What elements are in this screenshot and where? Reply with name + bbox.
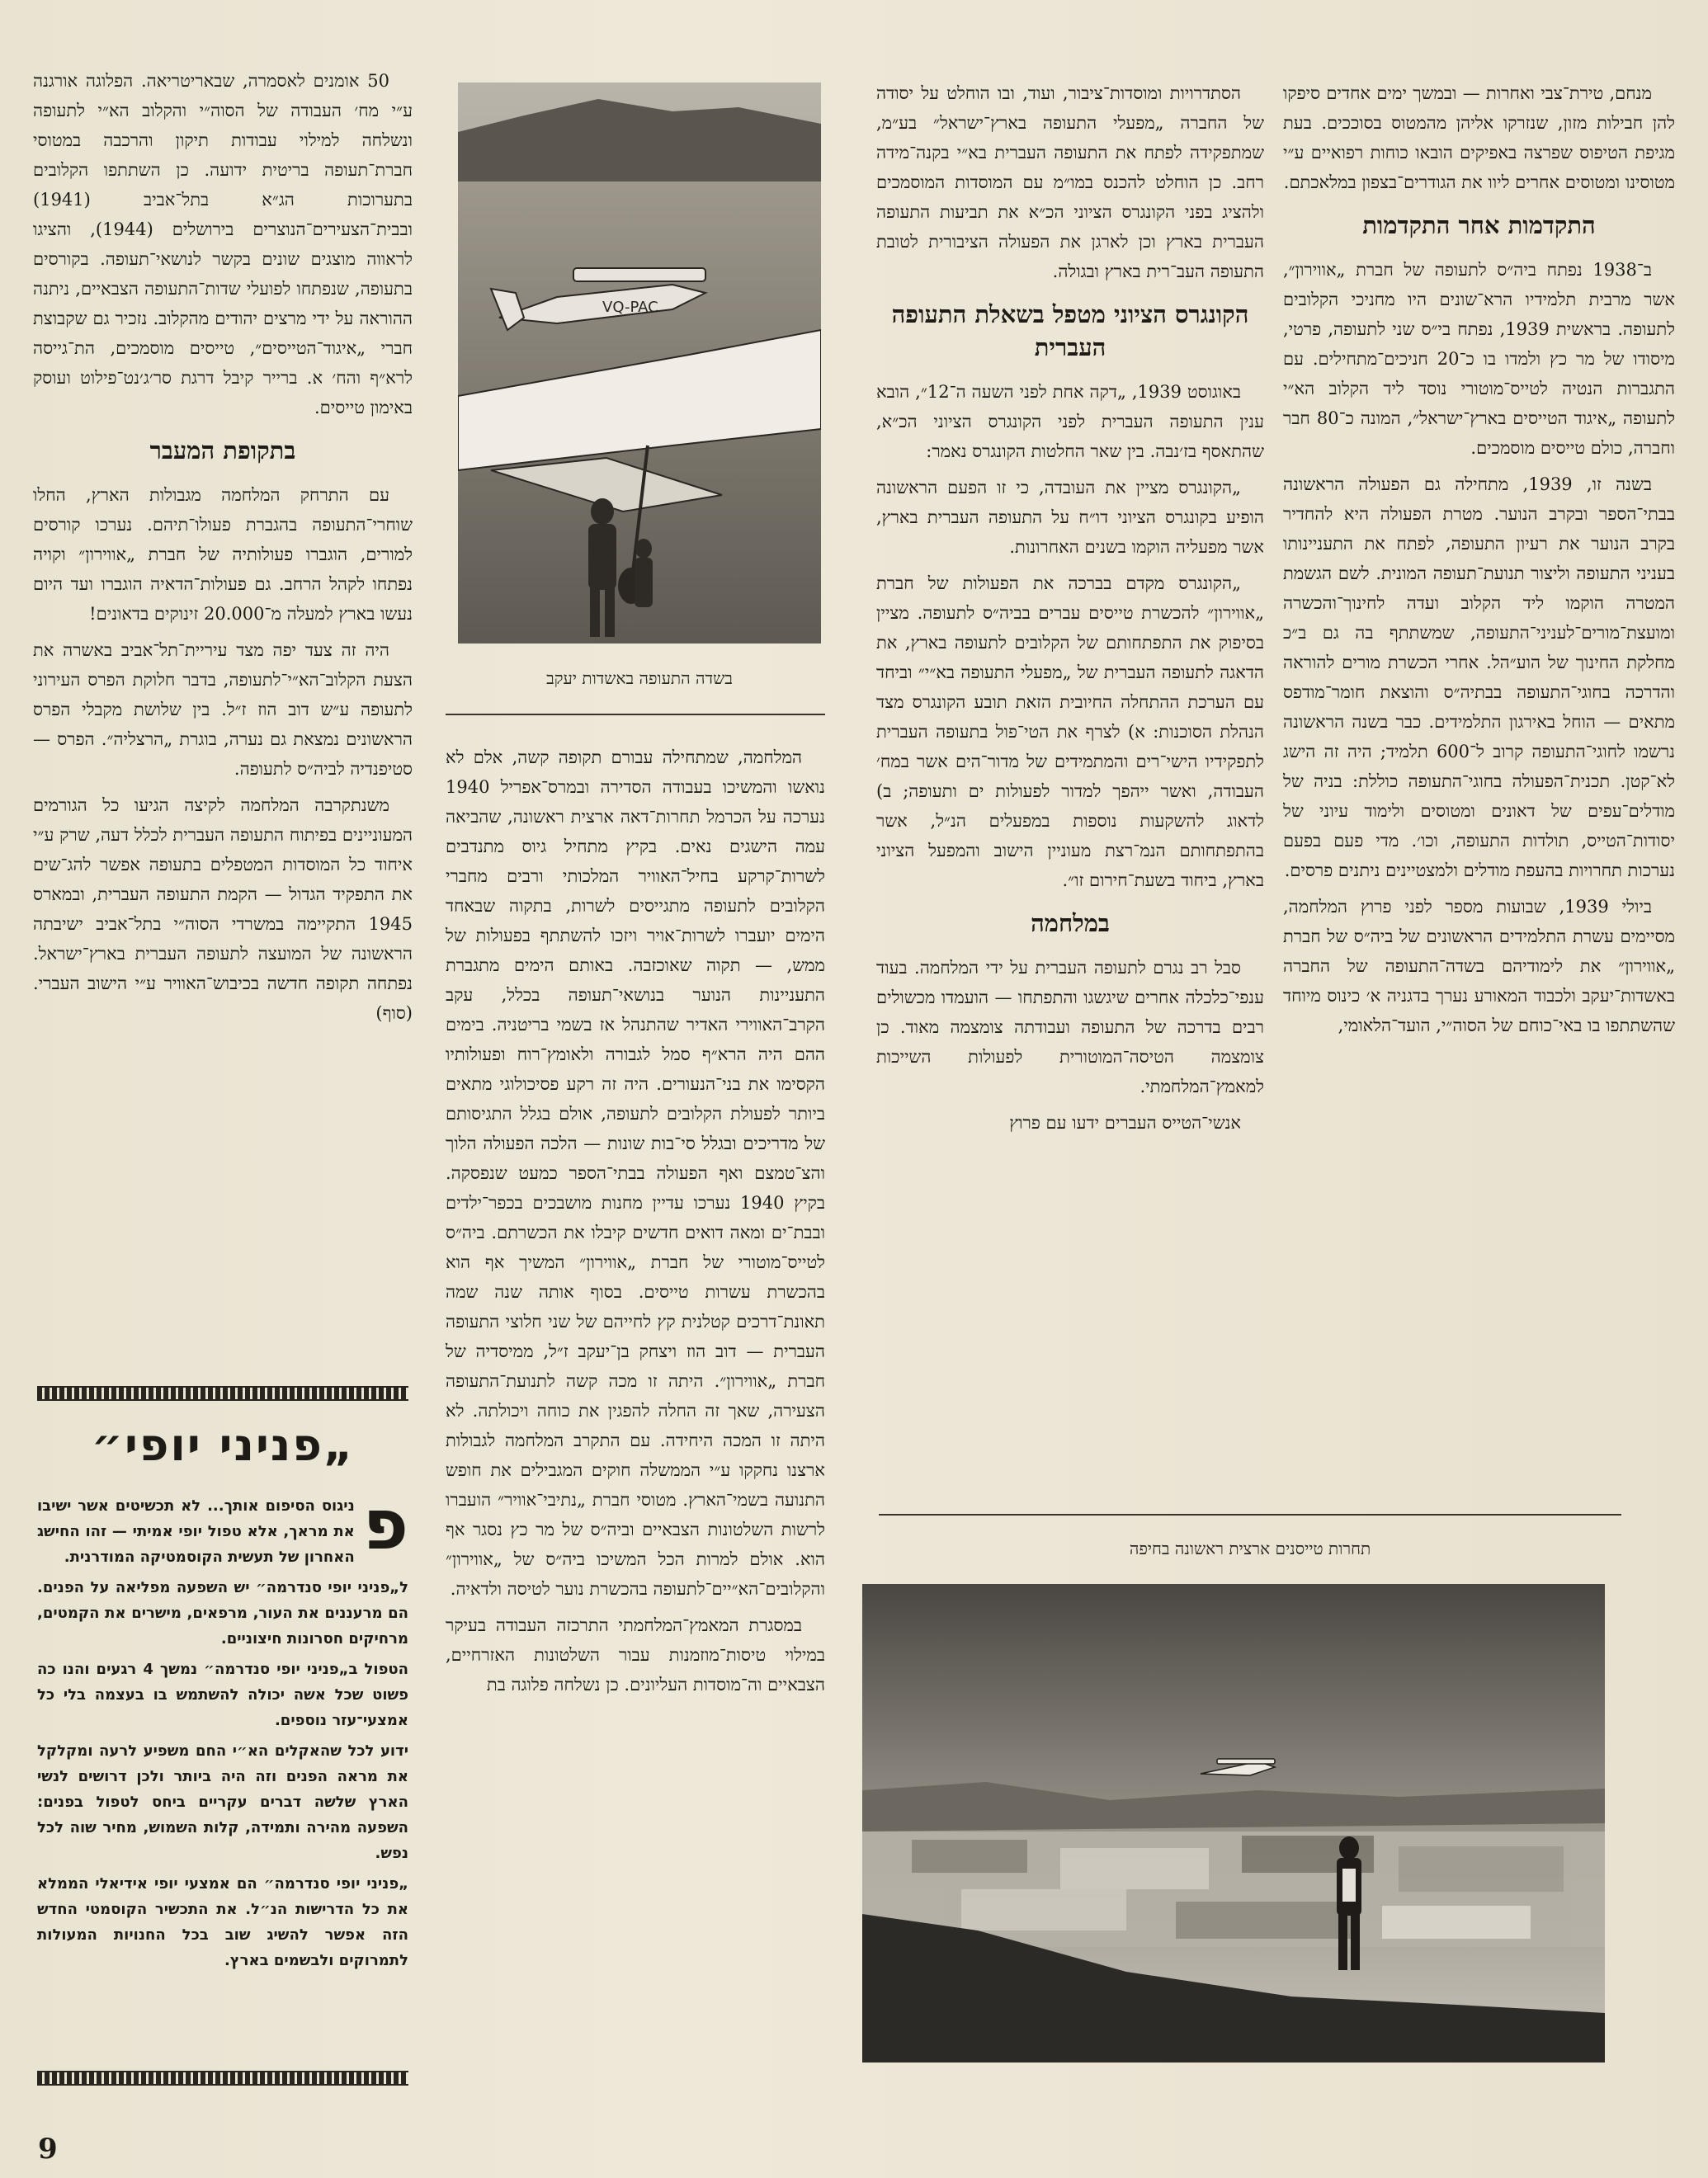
- ad-border-bottom: [37, 2071, 408, 2086]
- section-heading: התקדמות אחר התקדמות: [1362, 211, 1596, 239]
- ad-border-top: [37, 1386, 408, 1401]
- article-column-right: [1283, 78, 1675, 1176]
- paragraph: מנחם, טירת־צבי ואחרות — ובמשך ימים אחדים סיפקו להן חבילות מזון, שנזרקו אליהן מהמטוס בסוככים. בעת מגיפת הטיפוס שפרצה באפיקים הובאו כוחות רפואיים ע״י מטוסינו ומטוסים אחרים ליוו את הגודרים־בצפון במלאכתם.: [1283, 83, 1675, 192]
- ad-paragraph: ל„פניני יופי סנדרמה״ יש השפעה מפליאה על הפנים. הם מרעננים את העור, מרפאים, מישרים את הקמטים, מרחיקים חסרונות חיצוניים.: [37, 1579, 408, 1648]
- paragraph: המלחמה, שמתחילה עבורם תקופה קשה, אלם לא נואשו והמשיכו בעבודה הסדירה ובמרס־אפריל 1940 נערכה על הכרמל תחרות־דאה ארצית ראשונה, שהביאה עמה הישגים נאים. בקיץ מתחיל גיוס מתנדבים לשרות־קרקע בחיל־האוויר המלכותי ורבים מחברי הקלובים לתעופה מתגייסים לשרות, בתקוה שבאחד הימים יועברו לשרות־אויר ויזכו להשתתף בפעולות של ממש, — תקוה שאוכזבה. באותם הימים מתגברת התעניינות הנוער בנושאי־תעופה בכלל, עקב הקרב־האווירי האדיר שהתנהל אז בשמי בריטניה. בימים ההם היה הרא״ף סמל לגבורה ולאומץ־רוח ופעולותיו הקסימו את בני־הנעורים. היה זה רקע פסיכולוגי מתאים ביותר לפעולת הקלובים לתעופה, אולם בגלל התגיסותם של מדריכים ובגלל סי־בות שונות — הלכה הפעולה הלוך והצ־טמצם ואף הפעולה בבתי־הספר כמעט שנפסקה. בקיץ 1940 נערכו עדיין מחנות מושבכים בכפר־ילדים ובבת־ים ומאה דואים חדשים קיבלו את הכשרתם. ביה״ס לטייס־מוטורי של חברת „אווירון״ המשיך אף הוא בהכשרת עשרות טייסים. בסוף אותה שנה שמה תאונת־דרכים קטלנית קץ לחייהם של שני חלוצי התעופה העברית — דוב הוז ויצחק בן־יעקב ז״ל, ממיסדיה של חברת „אווירון״. היתה זו מכה קשה לתנועת־התעופה הצעירה, שאך זה החלה להפגין את כוחה ויכולתה. לא היתה זו המכה היחידה. עם התקרב המלחמה לגבולות ארצנו נחקקו ע״י הממשלה חוקים המגבילים את חופש התנועה בשמי־הארץ. מטוסי חברת „נתיבי־אוויר״ הועברו לרשות השלטונות הצבאיים וביה״ס של מר כץ נסגר אף הוא. אולם למרות הכל המשיכו ביה״ס של „אווירון״ והקלובים־הא״יים־לתעופה בהכשרת נוער לטיסה ולדאיה.: [446, 747, 825, 1599]
- paragraph: ב־1938 נפתח ביה״ס לתעופה של חברת „אווירון״, אשר מרבית תלמידיו הרא־שונים היו מחניכי הקלובים לתעופה. בראשית 1939, נפתח בי״ס שני לתעופה, פרטי, מיסודו של מר כץ ולמדו בו כ־20 חניכים־מתחילים. עם התגברות הנטיה לטייס־מוטורי נוסד ליד הקלוב הא״י לתעופה „איגוד הטייסים בארץ־ישראל״, המונה כ־80 חבר וחברה, כולם טייסים מוסמכים.: [1283, 260, 1675, 458]
- paragraph: באוגוסט 1939, „דקה אחת לפני השעה ה־12״, הובא ענין התעופה העברית לפני הקונגרס הציוני הכ״א, שהתאסף בז׳נבה. בין שאר החלטות הקונגרס נאמר:: [876, 382, 1264, 461]
- caption-divider: [446, 714, 825, 715]
- page-number: 9: [38, 2133, 58, 2166]
- glider-over-valley-illustration: [862, 1584, 1605, 2062]
- paragraph: אנשי־הטייס העברים ידעו עם פרוץ: [1009, 1113, 1241, 1133]
- paragraph: היה זה צעד יפה מצד עיריית־תל־אביב באשרה את הצעת הקלוב־הא״י־לתעופה, בדבר חלוקת הפרס העירוני לתעופה ע״ש דוב הוז ז״ל. בין שלושת מקבלי הפרס הראשונים נמצאת גם נערה, בוגרת „הרצליה״. הפרס — סטיפנדיה לביה״ס לתעופה.: [33, 640, 413, 779]
- ad-dropcap: פ: [362, 1493, 408, 1565]
- paragraph: בשנה זו, 1939, מתחילה גם הפעולה הראשונה בבתי־הספר ובקרב הנוער. מטרת הפעולה היא להחדיר בקרב הנוער את רעיון התעופה, לפתח את התעניינותו בעניני התעופה וליצור תנועת־תעופה המונית. לשם הגשמת המטרה הוקמו ליד הקלוב ועדה לחינוך־והכשרה ומועצת־מורים־לעניני־התעופה, שמשתתף בה גם ב״כ מחלקת החינוך של הוע״הל. אחרי הכשרת מורים להוראה והדרכה בחוגי־התעופה בבתיה״ס והוצאת חומר־מודפס מתאים — הוחל באירגון התלמידים. כבר בשנה הראשונה נרשמו לחוגי־התעופה קרוב ל־600 תלמיד; היה זה הישג לא־קטן. תכנית־הפעולה בחוגי־התעופה כוללת: בניה של מודלים־עפים של דאונים ומטוסים ולימוד עיוני של יסודות־הטייס, תולדות התעופה, וכו׳. מדי פעם בפעם נערכות תחרויות בהעפת מודלים ולמצטיינים ניתנים פרסים.: [1283, 474, 1675, 880]
- article-column-third: [446, 742, 825, 2145]
- paragraph: „הקונגרס מקדם בברכה את הפעולות של חברת „אווירון״ להכשרת טייסים עברים בביה״ס לתעופה. מציין בסיפוק את התפתחותם של הקלובים לתעופה בארץ, את הדאגה לתעופה העברית של „מפעלי התעופה בא״י״ וביחד עם הערכת ההתחלה החיובית הזאת תובע הקונגרס מצד הנהלת הסוכנות: א) לצרף את הטי־פול בתעופה העברית לתפקידיו הישי־רים והמתמידים של מדור־הים אשר במח׳ העבודה, ואשר ייהפך למדור לפעולות ים ותעופה; ב) לדאוג להשקעות נוספות במפעלים הנ״ל, אשר בהתפתחותם הנמ־רצת מעוניין הישוב והמפעל הציוני בארץ, ביחוד בשעת־חירום זו״.: [876, 573, 1264, 890]
- airfield-valley-photo: [862, 1584, 1605, 2062]
- paragraph: משנתקרבה המלחמה לקיצה הגיעו כל הגורמים המעוניינים בפיתוח התעופה העברית לכלל דעה, שרק ע״י איחוד כל המוסדות המטפלים בתעופה אפשר להג־שים את התפקיד הגדול — הקמת התעופה העברית, ובמארס 1945 התקיימה במשרדי הסוה״י בתל־אביב ישיבתה הראשונה של המועצה לתעופה העברית בארץ־ישראל. נפתחה תקופה חדשה בכיבוש־האוויר ע״י הישוב העברי. (סוף): [33, 795, 413, 1023]
- ad-paragraph: ידוע לכל שהאקלים הא״י החם משפיע לרעה ומקלקל את מראה הפנים וזה היה ביותר ולכן דרושים לנשי הארץ שלשה דברים עקריים ביחס לטפול בפנים: השפעה מהירה ותמידה, קלות השמוש, מחיר שוה לכל נפש.: [37, 1742, 408, 1862]
- airplane-photo-illustration: [458, 82, 821, 644]
- paragraph: 50 אומנים לאסמרה, שבאריטריאה. הפלוגה אורגנה ע״י מח׳ העבודה של הסוה״י והקלוב הא״י לתעופה ונשלחה למילוי עבודות תיקון והרכבה במטוסי חברת־תעופה בריטית ידועה. כן השתתפו הקלובים בתערוכות הג״א בתל־אביב (1941) ובבית־הצעירים־הנוצרים בירושלים (1944), והציגו לראווה מוצגים שונים בקשר לנושאי־תעופה. בקורסים בתעופה, שנפתחו לפועלי שדות־התעופה הצבאיים, ניתנה ההוראה על ידי מרצים יהודים מהקלוב. נזכיר גם שקבוצת חברי „איגוד־הטייסים״, טייסים מוסמכים, הת־גייסה לרא״ף והח׳ א. ברייר קיבל דרגת סר׳ג׳נט־פילוט ועוסק באימון טייסים.: [33, 71, 413, 417]
- paragraph: במסגרת המאמץ־המלחמתי התרכזה העבודה בעיקר במילוי טיסות־מוזמנות עבור השלטונות האזרחיים, הצבאיים וה־מוסדות העליונים. כן נשלחה פלוגה בת: [446, 1615, 825, 1695]
- photo-caption: בשדה התעופה באשדות יעקב: [546, 668, 733, 688]
- article-column-second: [876, 78, 1264, 1176]
- section-heading: הקונגרס הציוני מטפל בשאלת התעופה העברית: [891, 300, 1249, 361]
- paragraph: הסתדרויות ומוסדות־ציבור, ועוד, ובו הוחלט על יסודה של החברה „מפעלי התעופה בארץ־ישראל״ בע״מ, שמתפקידה לפתח את התעופה העברית בא״י בקנה־מידה רחב. כן הוחלט להכנס במו״מ עם המוסדות המוסמכים ולהציג בפני הקונגרס הציוני הכ״א את תביעות התעופה העברית בארץ וכן לארגן את הפעולה הציבורית לטובת התעופה העב־רית בארץ ובגולה.: [876, 83, 1264, 281]
- paragraph: ביולי 1939, שבועות מספר לפני פרוץ המלחמה, מסיימים עשרת התלמידים הראשונים של ביה״ס של חברת „אווירון״ את לימודיהם בשדה־התעופה של החברה באשדות־יעקב ולכבוד המאורע נערך בדגניה א׳ כינוס מיוחד שהשתתפו בו באי־כוחם של הסוה״י, הועד־הלאומי,: [1283, 897, 1675, 1035]
- ad-paragraph: ניגוס הסיפום אותך... לא תכשיטים אשר ישיבו את מראך, אלא טפול יופי אמיתי — זהו החישג האחרון של תעשית הקוסמטיקה המודרנית.: [37, 1497, 355, 1566]
- paragraph: סבל רב נגרם לתעופה העברית על ידי המלחמה. בעוד ענפי־כלכלה אחרים שיגשגו והתפתחו — הועמדו מכשולים רבים בדרכה של התעופה ועבודתה צומצמה מאוד. כן צומצמה הטיסה־המוטורית לפעולות השייכות למאמץ־המלחמתי.: [876, 958, 1264, 1096]
- section-heading: בתקופת המעבר: [149, 436, 296, 464]
- ad-title: „פניני יופי״: [91, 1419, 355, 1471]
- paragraph: „הקונגרס מציין את העובדה, כי זו הפעם הראשונה הופיע בקונגרס הציוני דו״ח על התעופה העברית בארץ, אשר מפעליה הוקמו בשנים האחרונות.: [876, 478, 1264, 557]
- ad-paragraph: הטפול ב„פניני יופי סנדרמה״ נמשך 4 רגעים והנו כה פשוט שכל אשה יכולה להשתמש בו בעצמה בלי כל אמצעי־עזר נוספים.: [37, 1661, 408, 1729]
- paragraph: עם התרחק המלחמה מגבולות הארץ, החלו שוחרי־התעופה בהגברת פעולו־תיהם. נערכו קורסים למורים, הוגברו פעולותיה של חברת „אווירון״ וקויה נפתחו לקהל הרחב. גם פעולות־הדאיה הוגברו ועד היום נעשו בארץ למעלה מ־20.000 זינוקים בדאונים!: [33, 485, 413, 624]
- airfield-photo: [458, 82, 821, 644]
- ad-paragraph: „פניני יופי סנדרמה״ הם אמצעי יופי אידיאלי הממלא את כל הדרישות הנ״ל. את התכשיר הקוסמטי החדש הזה אפשר להשיג שוב בכל החנויות המעולות לתמרוקים ולבשמים בארץ.: [37, 1875, 408, 1969]
- ad-body: [37, 1493, 408, 2054]
- section-heading: במלחמה: [1031, 909, 1110, 937]
- article-column-left: [33, 66, 413, 1386]
- photo-divider: [879, 1514, 1621, 1516]
- photo-caption: תחרות טייסנים ארצית ראשונה בחיפה: [1129, 1539, 1371, 1558]
- svg-text:VQ-PAC: VQ-PAC: [602, 299, 658, 316]
